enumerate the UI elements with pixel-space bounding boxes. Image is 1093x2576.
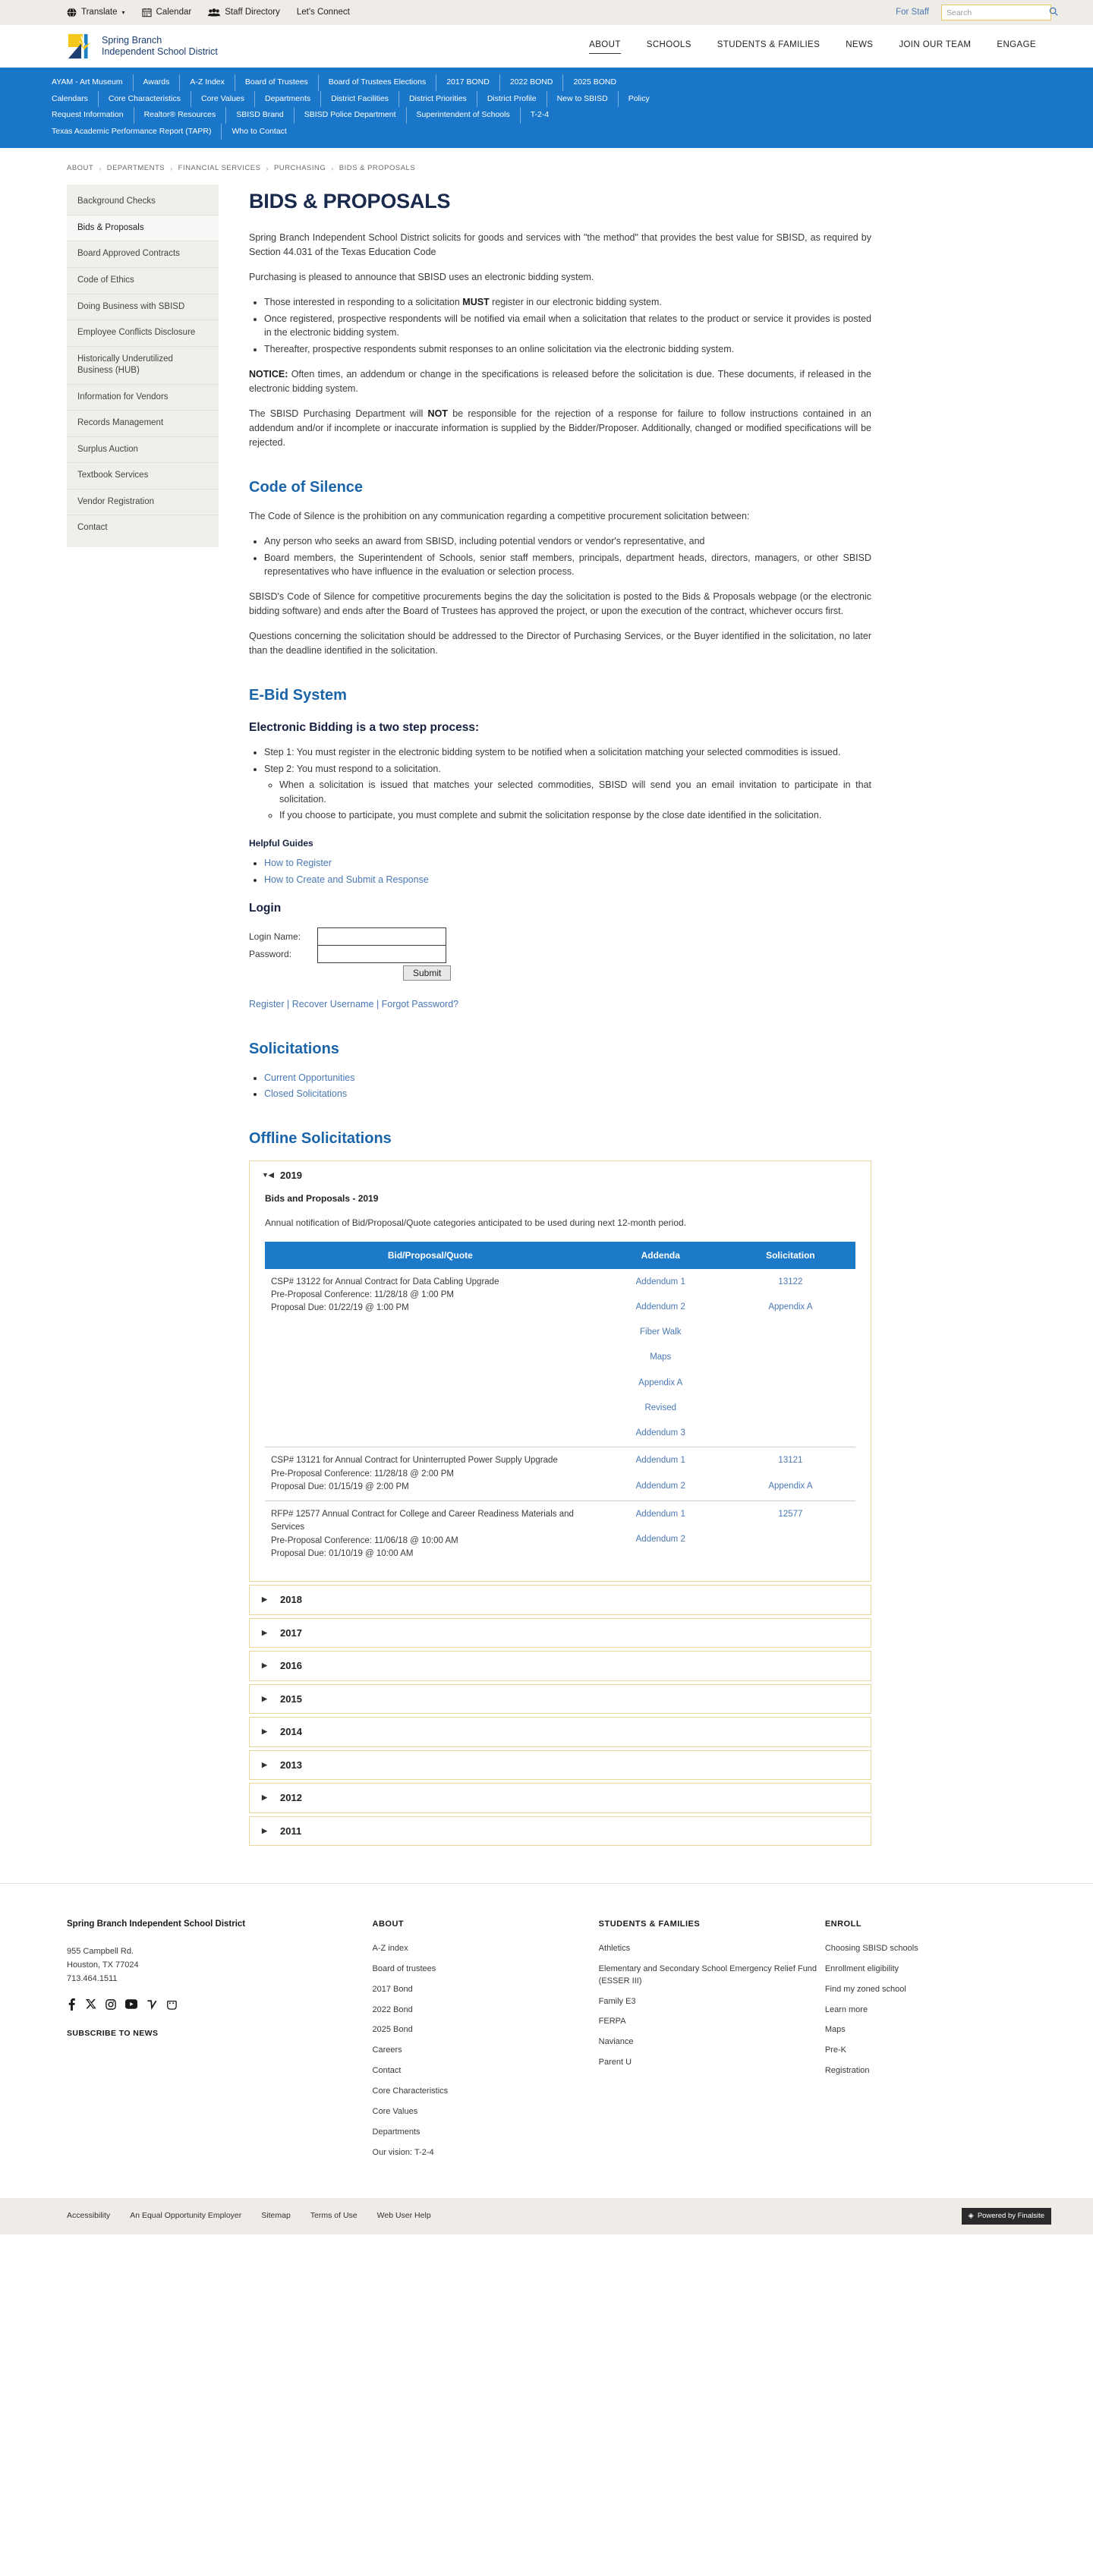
ebid-title: E-Bid System — [249, 687, 347, 704]
intro-paragraph-1: Spring Branch Independent School District solicits for goods and services with "the method" that provides the best value for SBISD, as required by Section 44.031 of the Texas Education Code — [249, 231, 871, 257]
solicitations-title: Solicitations — [249, 1040, 339, 1057]
subnav-link[interactable]: Board of Trustees — [235, 74, 319, 91]
list-item: ◦ When a solicitation is issued that matches your selected commodities, SBISD will send you an email invitation to participate in that solicitation. — [279, 778, 871, 807]
sidebar-item[interactable]: Textbook Services — [67, 463, 219, 490]
addendum-link[interactable]: Revised — [644, 1403, 677, 1412]
list-item: • Step 1: You must register in the electronic bidding system to be notified when a solicitation matching your selected commodities is issued. — [264, 745, 871, 760]
list-item — [264, 1087, 871, 1101]
subnav-link[interactable]: Board of Trustees Elections — [319, 74, 436, 91]
flickr-icon[interactable] — [166, 1999, 177, 2012]
addendum-link[interactable]: Addendum 2 — [635, 1302, 685, 1312]
footer-link[interactable]: Parent U — [598, 2058, 632, 2067]
chevron-down-icon: ▾ — [121, 8, 125, 16]
bid-detail-line: CSP# 13121 for Annual Contract for Uninterrupted Power Supply Upgrade — [271, 1456, 558, 1466]
subnav-row-1 — [42, 74, 1093, 91]
social-links — [67, 1998, 373, 2013]
addendum-link[interactable]: Addendum 1 — [635, 1456, 685, 1466]
subnav-link[interactable]: Who to Contact — [232, 126, 287, 136]
breadcrumb — [0, 148, 1093, 184]
lets-connect-link[interactable] — [297, 6, 350, 19]
list-item: • Once registered, prospective respondents will be notified via email when a solicitation that relates to the product or service it provides is posted in the electronic bidding system. — [264, 312, 871, 341]
sidebar-item[interactable]: Information for Vendors — [67, 385, 219, 411]
accordion-year-label: 2018 — [280, 1594, 302, 1606]
footer-link[interactable]: Maps — [824, 2025, 846, 2035]
table-header-row — [265, 1242, 855, 1269]
addendum-link[interactable]: Maps — [650, 1353, 672, 1362]
addenda-link-stack — [602, 1508, 720, 1547]
vimeo-icon[interactable] — [146, 1999, 157, 2012]
offline-solicitations-title: Offline Solicitations — [249, 1130, 392, 1148]
footer-link[interactable]: Registration — [824, 2066, 870, 2076]
triangle-down-icon: ▼◀ — [262, 1171, 274, 1179]
footer-column-about — [373, 1918, 599, 2168]
subnav-row-2 — [42, 91, 1093, 108]
subnav-link[interactable]: District Priorities — [399, 91, 477, 108]
accordion-panel — [249, 1717, 871, 1747]
list-item — [264, 856, 871, 871]
addenda-link-stack — [602, 1454, 720, 1493]
accordion-year-label: 2014 — [280, 1726, 302, 1738]
subnav-link[interactable]: Texas Academic Performance Report (TAPR) — [42, 124, 222, 140]
breadcrumb-item: BIDS & PROPOSALS — [339, 164, 416, 173]
footer-brand-name: Spring Branch Independent School District — [67, 1919, 246, 1929]
cell-bid-proposal-quote — [265, 1501, 596, 1568]
site-footer — [0, 1883, 1093, 2198]
footer-link[interactable]: A-Z index — [372, 1943, 408, 1953]
solicitation-link-stack — [732, 1276, 849, 1315]
subscribe-to-news-link[interactable]: SUBSCRIBE TO NEWS — [67, 2028, 159, 2038]
subnav-link[interactable]: Departments — [255, 91, 321, 108]
subnav-link[interactable]: District Facilities — [321, 91, 399, 108]
list-item — [264, 1071, 871, 1085]
how-to-create-submit-link[interactable]: How to Create and Submit a Response — [264, 874, 429, 885]
list-item: ◦ If you choose to participate, you must complete and submit the solicitation response by the close date identified in the solicitation. — [279, 808, 871, 823]
disclaimer-paragraph — [249, 407, 871, 450]
x-icon[interactable] — [86, 1999, 96, 2012]
solicitation-link[interactable]: 13121 — [778, 1456, 803, 1466]
for-staff-link[interactable]: For Staff — [896, 7, 929, 17]
breadcrumb-separator: › — [266, 164, 269, 172]
accordion-panel — [249, 1816, 871, 1847]
accordion-year-label: 2015 — [280, 1693, 302, 1705]
utility-right — [896, 5, 1051, 20]
legal-bar — [0, 2198, 1093, 2234]
nav-students-families[interactable]: STUDENTS & FAMILIES — [717, 39, 821, 49]
footer-column-enroll — [825, 1918, 1051, 2168]
subnav-link[interactable]: Awards — [134, 74, 181, 91]
disclaimer-part-a: The SBISD Purchasing Department will — [249, 408, 428, 419]
sidebar-item[interactable]: Surplus Auction — [67, 437, 219, 464]
ebid-steps — [264, 745, 871, 823]
closed-solicitations-link[interactable]: Closed Solicitations — [264, 1088, 348, 1100]
logo-line-1: Spring Branch — [102, 34, 162, 46]
accordion-header[interactable] — [250, 1751, 871, 1780]
triangle-right-icon: ▶ — [262, 1628, 267, 1636]
subnav-link[interactable]: T-2-4 — [530, 110, 550, 120]
helpful-guides-list — [264, 856, 871, 887]
nav-news[interactable]: NEWS — [846, 39, 874, 49]
subnav-link[interactable]: AYAM - Art Museum — [42, 74, 134, 91]
subnav-link[interactable]: District Profile — [477, 91, 547, 108]
translate-button[interactable] — [67, 6, 125, 19]
solicitation-link[interactable]: 13122 — [778, 1277, 803, 1286]
helpful-guides-title: Helpful Guides — [249, 838, 313, 849]
footer-brand-column — [67, 1918, 373, 2168]
ebid-subtitle: Electronic Bidding is a two step process: — [249, 721, 480, 735]
password-row — [249, 945, 871, 963]
globe-icon — [67, 8, 77, 17]
column-addenda: Addenda — [596, 1242, 726, 1269]
subnav-link[interactable]: 2017 BOND — [436, 74, 500, 91]
logo-line-2: Independent School District — [102, 46, 218, 57]
subnav-link[interactable]: Request Information — [42, 107, 134, 124]
calendar-link[interactable] — [142, 6, 192, 19]
breadcrumb-item[interactable]: ABOUT — [67, 164, 94, 173]
footer-link[interactable]: Choosing SBISD schools — [824, 1943, 918, 1953]
calendar-label: Calendar — [156, 7, 192, 17]
accordion-header[interactable] — [250, 1784, 871, 1812]
legal-link[interactable]: Web User Help — [376, 2211, 431, 2221]
staff-directory-link[interactable] — [208, 6, 280, 19]
bid-detail-line: Proposal Due: 01/22/19 @ 1:00 PM — [271, 1303, 409, 1313]
accordion-year-label: 2012 — [280, 1792, 302, 1804]
bid-detail-line: Pre-Proposal Conference: 11/28/18 @ 1:00 PM — [271, 1290, 454, 1299]
site-logo[interactable] — [67, 33, 218, 60]
auth-links — [249, 997, 871, 1012]
logo-text — [102, 35, 218, 58]
legal-link[interactable]: Accessibility — [67, 2211, 111, 2221]
subnav-link[interactable]: 2022 BOND — [500, 74, 564, 91]
bid-detail-line: Proposal Due: 01/15/19 @ 2:00 PM — [271, 1482, 409, 1491]
list-item: • Thereafter, prospective respondents submit responses to an online solicitation via the electronic bidding system. — [264, 342, 871, 357]
panel-heading: Bids and Proposals - 2019 — [265, 1192, 379, 1204]
primary-nav — [589, 39, 1051, 54]
cell-bid-proposal-quote — [265, 1269, 596, 1447]
facebook-icon[interactable] — [67, 1998, 77, 2013]
cell-bid-proposal-quote — [265, 1447, 596, 1501]
footer-column-students — [599, 1918, 825, 2168]
section-sidebar — [67, 184, 219, 546]
page-title: BIDS & PROPOSALS — [249, 190, 451, 213]
footer-link[interactable]: Learn more — [824, 2004, 868, 2014]
footer-link[interactable]: Core Characteristics — [372, 2086, 449, 2096]
footer-links-enroll — [825, 1943, 1051, 2078]
footer-link[interactable]: 2025 Bond — [372, 2025, 413, 2035]
addendum-link[interactable]: Appendix A — [638, 1378, 683, 1387]
table-row — [265, 1269, 855, 1447]
accordion-header[interactable] — [250, 1586, 871, 1614]
site-header — [0, 25, 1093, 68]
accordion-panel — [249, 1750, 871, 1781]
sidebar-item[interactable]: Bids & Proposals — [67, 216, 219, 242]
subnav-link[interactable]: Core Values — [191, 91, 255, 108]
cell-solicitation — [726, 1447, 855, 1501]
accordion-panel — [249, 1585, 871, 1615]
footer-heading-students: STUDENTS & FAMILIES — [598, 1919, 701, 1929]
table-row — [265, 1447, 855, 1501]
sidebar-item[interactable]: Background Checks — [67, 189, 219, 216]
subnav-link[interactable]: 2025 BOND — [573, 77, 617, 87]
subnav-link[interactable]: Superintendent of Schools — [407, 107, 521, 124]
footer-link[interactable]: Our vision: T-2-4 — [372, 2148, 434, 2158]
panel-note: Annual notification of Bid/Proposal/Quote categories anticipated to be used during next 12-month period. — [265, 1217, 687, 1228]
powered-by-label: Powered by Finalsite — [977, 2212, 1044, 2220]
triangle-right-icon: ▶ — [262, 1760, 267, 1768]
addendum-link[interactable]: Addendum 1 — [635, 1510, 685, 1519]
list-item: • Board members, the Superintendent of Schools, senior staff members, principals, department heads, directors, managers, or other SBISD representatives who have influence in the evaluation or selection process. — [264, 551, 871, 580]
footer-link[interactable]: Athletics — [598, 1943, 631, 1953]
subnav-link[interactable]: SBISD Brand — [226, 107, 294, 124]
legal-links — [67, 2210, 431, 2222]
footer-links-students — [599, 1943, 825, 2070]
login-title: Login — [249, 901, 282, 915]
column-solicitation: Solicitation — [726, 1242, 855, 1269]
bid-detail-line: RFP# 12577 Annual Contract for College and Career Readiness Materials and Services — [271, 1510, 574, 1532]
page-body — [0, 184, 1093, 1849]
step-2-label: Step 2: You must respond to a solicitation. — [264, 764, 441, 775]
triangle-right-icon: ▶ — [262, 1826, 267, 1834]
subnav-link[interactable]: Calendars — [42, 91, 99, 108]
accordion-header[interactable] — [250, 1685, 871, 1714]
youtube-icon[interactable] — [125, 1999, 137, 2011]
legal-link[interactable]: Sitemap — [261, 2211, 291, 2221]
sbisd-logo-icon — [67, 33, 96, 60]
breadcrumb-item[interactable]: FINANCIAL SERVICES — [178, 164, 261, 173]
subnav-link[interactable]: New to SBISD — [547, 91, 619, 108]
sidebar-item[interactable]: Employee Conflicts Disclosure — [67, 320, 219, 347]
table-row — [265, 1501, 855, 1568]
how-to-register-link[interactable]: How to Register — [264, 858, 332, 869]
solicitations-links — [264, 1071, 871, 1102]
bidding-bullets — [264, 295, 871, 357]
notice-text: Often times, an addendum or change in the specifications is released before the solicitation is due. These documents, if released in the electronic bidding system. — [249, 368, 871, 394]
addendum-link[interactable]: Fiber Walk — [639, 1327, 682, 1337]
solicitation-link[interactable]: Appendix A — [768, 1481, 813, 1491]
triangle-right-icon: ▶ — [262, 1793, 267, 1802]
code-of-silence-bullets — [264, 534, 871, 579]
finalsite-logo-icon: ◈ — [968, 2212, 974, 2220]
legal-link[interactable]: An Equal Opportunity Employer — [130, 2211, 242, 2221]
list-item: • Any person who seeks an award from SBISD, including potential vendors or vendor's representative, and — [264, 534, 871, 549]
addenda-link-stack — [602, 1276, 720, 1441]
bullet-0-text: Those interested in responding to a solicitation MUST register in our electronic bidding system. — [264, 296, 662, 307]
footer-link[interactable]: Elementary and Secondary School Emergency Relief Fund (ESSER III) — [598, 1963, 817, 1986]
triangle-right-icon: ▶ — [262, 1694, 267, 1702]
subnav-row-3 — [42, 107, 1093, 124]
sidebar-item[interactable]: Contact — [77, 523, 108, 533]
triangle-right-icon: ▶ — [262, 1595, 267, 1604]
subnav-link[interactable]: Realtor® Resources — [134, 107, 227, 124]
list-item — [264, 295, 871, 310]
footer-address — [67, 1945, 373, 1986]
sidebar-item[interactable]: Code of Ethics — [67, 268, 219, 294]
accordion-year-label: 2013 — [280, 1759, 302, 1771]
bid-detail-line: Proposal Due: 01/10/19 @ 10:00 AM — [271, 1548, 414, 1558]
instagram-icon[interactable] — [106, 1999, 116, 2012]
accordion-header[interactable] — [250, 1718, 871, 1746]
forgot-password-link[interactable]: Forgot Password? — [381, 998, 459, 1009]
sidebar-item[interactable]: Historically Underutilized Business (HUB) — [67, 347, 219, 385]
accordion-body-2019 — [250, 1190, 871, 1582]
address-line-2: Houston, TX 77024 — [67, 1960, 139, 1970]
accordion-panel-2019 — [249, 1160, 871, 1582]
cell-addenda — [596, 1269, 726, 1447]
table-head — [265, 1242, 855, 1269]
password-input[interactable] — [317, 945, 446, 963]
offline-accordion — [249, 1160, 871, 1846]
subnav-link[interactable]: Core Characteristics — [99, 91, 191, 108]
sidebar-item[interactable]: Doing Business with SBISD — [67, 294, 219, 321]
cell-solicitation — [726, 1501, 855, 1568]
code-of-silence-lead: The Code of Silence is the prohibition on any communication regarding a competitive procurement solicitation between: — [249, 510, 750, 521]
footer-link[interactable]: Core Values — [372, 2107, 418, 2117]
code-of-silence-title: Code of Silence — [249, 478, 364, 496]
solicitations-table — [265, 1242, 855, 1568]
search-input[interactable] — [947, 8, 1049, 17]
submit-row — [249, 965, 871, 981]
login-form — [249, 927, 871, 981]
footer-link[interactable]: Family E3 — [598, 1996, 636, 2006]
search-icon[interactable] — [1049, 6, 1058, 20]
breadcrumb-separator: › — [99, 164, 102, 172]
solicitation-link[interactable]: Appendix A — [768, 1302, 813, 1312]
bid-detail-line: CSP# 13122 for Annual Contract for Data Cabling Upgrade — [271, 1277, 499, 1286]
subnav-link[interactable]: A-Z Index — [180, 74, 235, 91]
breadcrumb-separator: › — [331, 164, 334, 172]
utility-links — [67, 6, 350, 19]
powered-by-badge[interactable] — [962, 2208, 1052, 2225]
recover-username-link[interactable]: Recover Username — [291, 998, 374, 1009]
closed-year-panels — [249, 1585, 871, 1846]
cell-addenda — [596, 1447, 726, 1501]
footer-heading-about: ABOUT — [372, 1919, 405, 1929]
table-body — [265, 1269, 855, 1568]
search-box[interactable] — [941, 5, 1051, 20]
notice-label: NOTICE: — [249, 368, 288, 379]
calendar-icon — [142, 8, 152, 17]
sidebar-item[interactable]: Board Approved Contracts — [67, 241, 219, 268]
translate-label: Translate — [81, 7, 118, 17]
accordion-header[interactable] — [250, 1619, 871, 1648]
list-item — [264, 762, 871, 823]
nav-schools[interactable]: SCHOOLS — [646, 39, 691, 49]
addendum-link[interactable]: Addendum 1 — [635, 1277, 685, 1286]
footer-link[interactable]: Departments — [372, 2127, 421, 2137]
footer-link[interactable]: 2022 Bond — [372, 2004, 413, 2014]
legal-link[interactable]: Terms of Use — [310, 2211, 358, 2221]
accordion-panel — [249, 1783, 871, 1813]
sidebar-item[interactable]: Records Management — [67, 411, 219, 437]
subnav-link[interactable]: SBISD Police Department — [295, 107, 407, 124]
code-of-silence-para-2: Questions concerning the solicitation should be addressed to the Director of Purchasing Services, or the Buyer identified in the solicitation, no later than the deadline identified in the solicitation. — [249, 631, 871, 657]
sidebar-item[interactable]: Vendor Registration — [67, 490, 219, 516]
solicitation-link[interactable]: 12577 — [778, 1510, 803, 1519]
solicitation-link-stack — [732, 1508, 849, 1521]
login-name-label: Login Name: — [249, 931, 301, 942]
auth-separator-1: | — [287, 998, 290, 1009]
triangle-right-icon: ▶ — [262, 1661, 267, 1670]
footer-link[interactable]: Board of trustees — [372, 1963, 436, 1973]
nav-about[interactable]: ABOUT — [589, 39, 621, 54]
utility-bar — [0, 0, 1093, 25]
disclaimer-not: NOT — [427, 408, 448, 419]
breadcrumb-separator: › — [170, 164, 173, 172]
notice-paragraph — [249, 367, 871, 396]
footer-link[interactable]: Careers — [372, 2045, 402, 2055]
bid-detail-line: Pre-Proposal Conference: 11/06/18 @ 10:00 AM — [271, 1535, 458, 1545]
footer-link[interactable]: Contact — [372, 2066, 402, 2076]
column-bid-proposal-quote: Bid/Proposal/Quote — [265, 1242, 596, 1269]
intro-paragraph-2: Purchasing is pleased to announce that SBISD uses an electronic bidding system. — [249, 271, 594, 282]
triangle-right-icon: ▶ — [262, 1727, 267, 1736]
submit-button[interactable]: Submit — [403, 965, 451, 981]
main-content — [249, 184, 871, 1849]
ebid-substeps — [279, 778, 871, 823]
address-line-1: 955 Campbell Rd. — [67, 1947, 134, 1957]
bid-detail-line: Pre-Proposal Conference: 11/28/18 @ 2:00 PM — [271, 1469, 454, 1479]
phone-number: 713.464.1511 — [67, 1974, 118, 1984]
breadcrumb-item[interactable]: DEPARTMENTS — [106, 164, 165, 173]
footer-heading-enroll: ENROLL — [824, 1919, 862, 1929]
cell-addenda — [596, 1501, 726, 1568]
password-label: Password: — [249, 948, 292, 959]
login-name-row — [249, 927, 871, 946]
people-icon — [208, 8, 220, 17]
accordion-year-label: 2011 — [280, 1825, 302, 1837]
staff-directory-label: Staff Directory — [225, 7, 280, 17]
accordion-header-2019[interactable] — [250, 1161, 871, 1190]
breadcrumb-item[interactable]: PURCHASING — [273, 164, 326, 173]
current-opportunities-link[interactable]: Current Opportunities — [264, 1072, 355, 1083]
addendum-link[interactable]: Addendum 2 — [635, 1481, 685, 1491]
register-link[interactable]: Register — [249, 998, 285, 1009]
footer-link[interactable]: Pre-K — [824, 2045, 846, 2055]
lets-connect-label: Let's Connect — [296, 7, 350, 17]
subnav-link[interactable]: Policy — [628, 93, 650, 103]
footer-link[interactable]: FERPA — [598, 2017, 626, 2026]
footer-link[interactable]: Naviance — [598, 2037, 634, 2047]
footer-link[interactable]: Find my zoned school — [824, 1984, 906, 1994]
code-of-silence-para-1: SBISD's Code of Silence for competitive procurements begins the day the solicitation is posted to the Bids & Proposals webpage (or the electronic bidding software) and ends after the Board of Trustees has approved the project, or upon the execution of the contract, whichever occurs first. — [249, 591, 871, 617]
accordion-panel — [249, 1651, 871, 1681]
auth-separator-2: | — [376, 998, 380, 1009]
footer-links-about — [373, 1943, 599, 2159]
footer-link[interactable]: Enrollment eligibility — [824, 1963, 899, 1973]
accordion-panel — [249, 1618, 871, 1649]
accordion-header[interactable] — [250, 1817, 871, 1846]
footer-link[interactable]: 2017 Bond — [372, 1984, 413, 1994]
nav-engage[interactable]: ENGAGE — [997, 39, 1036, 49]
accordion-panel — [249, 1684, 871, 1715]
secondary-nav — [0, 68, 1093, 148]
accordion-year-label: 2019 — [280, 1170, 302, 1182]
nav-join-our-team[interactable]: JOIN OUR TEAM — [899, 39, 972, 49]
accordion-year-label: 2016 — [280, 1660, 302, 1672]
list-item — [264, 873, 871, 887]
accordion-year-label: 2017 — [280, 1627, 302, 1639]
solicitation-link-stack — [732, 1454, 849, 1493]
subnav-row-4 — [42, 124, 1093, 140]
addendum-link[interactable]: Addendum 3 — [635, 1428, 685, 1438]
accordion-header[interactable] — [250, 1652, 871, 1680]
cell-solicitation — [726, 1269, 855, 1447]
disclaimer-part-b: be responsible for the rejection of a response for failure to follow instructions contained in an addendum and/or if incomplete or inaccurate information is supplied by the Bidder/Proposer. Additionally, changed or modified specifications will be rejected. — [249, 408, 871, 448]
login-name-input[interactable] — [317, 927, 446, 946]
addendum-link[interactable]: Addendum 2 — [635, 1535, 685, 1545]
